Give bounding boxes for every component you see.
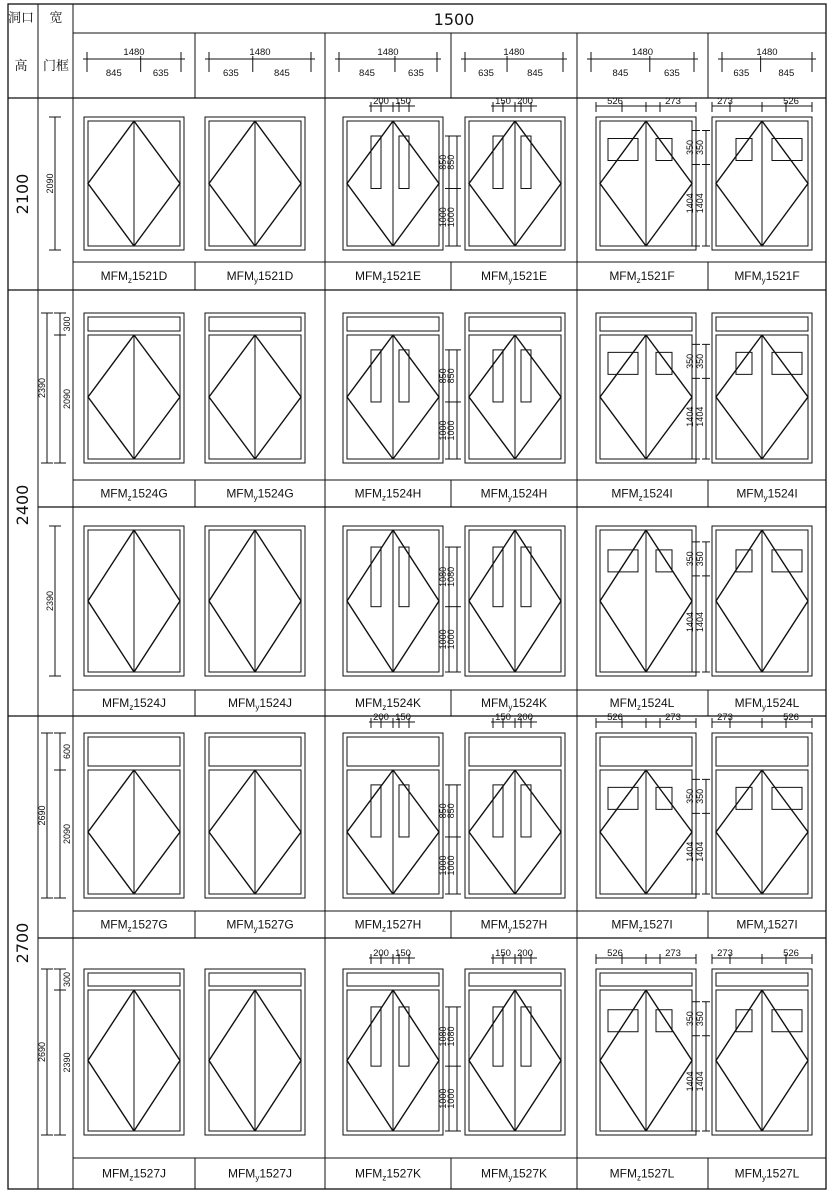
dim-right-text: 845 (778, 68, 795, 79)
door-elevation (685, 712, 812, 898)
window-width-text: 273 (665, 948, 681, 959)
window-height-text: 1404 (685, 841, 695, 862)
window-width-text: 273 (717, 712, 733, 723)
dim-left-text: 845 (612, 68, 629, 79)
transom-panel (209, 737, 301, 766)
width-dim-4 (461, 47, 567, 79)
swing-indicator (209, 990, 255, 1131)
window-width-text: 526 (607, 712, 623, 723)
window-width-text: 526 (783, 948, 799, 959)
vision-width-text: 150 (495, 96, 511, 107)
vision-window (736, 550, 752, 572)
transom-panel (347, 317, 439, 331)
window-height-text: 1404 (695, 406, 705, 427)
window-height-text: 1404 (685, 611, 695, 632)
vision-window (656, 787, 672, 809)
swing-indicator (469, 121, 515, 246)
vision-height-text: 1000 (438, 207, 448, 228)
door-model-label: $MFM_y1521E$ (480, 269, 548, 285)
height-group-label: 2400 (13, 484, 32, 526)
frame-dim-text: 300 (62, 316, 72, 332)
transom-panel (209, 317, 301, 331)
vision-window (608, 352, 638, 374)
swing-indicator (255, 770, 301, 894)
transom-panel (347, 737, 439, 766)
swing-indicator (762, 530, 808, 672)
vision-panel (521, 350, 531, 402)
header-width-label: 宽 (49, 11, 63, 26)
door-elevation (205, 313, 305, 463)
vision-width-text: 200 (373, 96, 389, 107)
vision-height-text: 1000 (438, 1088, 448, 1109)
vision-window (736, 787, 752, 809)
door-model-label: $MFM_y1527I$ (736, 917, 798, 934)
door-elevation (205, 733, 305, 898)
door-model-label: $MFM_y1527L$ (734, 1166, 800, 1183)
vision-width-text: 200 (517, 948, 533, 959)
vision-height-text: 1000 (446, 207, 456, 228)
swing-indicator (347, 335, 393, 459)
swing-indicator (88, 530, 134, 672)
door-model-label: $MFM_y1524L$ (734, 696, 800, 712)
window-height-text: 1404 (685, 406, 695, 427)
vision-window (608, 139, 638, 161)
door-elevations (84, 96, 812, 1135)
vision-height-text: 1000 (438, 855, 448, 876)
dim-total-text: 1480 (249, 47, 271, 58)
dim-total-text: 1480 (123, 47, 145, 58)
transom-panel (716, 317, 808, 331)
window-width-text: 273 (665, 96, 681, 107)
window-height-text: 350 (695, 139, 705, 156)
vision-width-text: 150 (395, 948, 411, 959)
window-height-text: 1404 (685, 1071, 695, 1092)
door-elevation (685, 526, 812, 676)
dim-left-text: 845 (359, 68, 375, 79)
vision-window (736, 352, 752, 374)
door-elevation (596, 948, 710, 1135)
transom-panel (600, 317, 692, 331)
vision-window (656, 352, 672, 374)
window-height-text: 350 (695, 551, 705, 567)
transom-panel (716, 973, 808, 986)
swing-indicator (347, 990, 393, 1131)
vision-height-text: 1080 (446, 566, 456, 587)
door-elevation (685, 948, 812, 1135)
swing-indicator (393, 990, 439, 1131)
door-model-label: $MFM_z1524K$ (354, 696, 422, 712)
header-opening-label: 洞口 (7, 11, 35, 26)
vision-height-text: 850 (438, 803, 448, 819)
door-model-label: $MFM_z1521F$ (609, 269, 675, 285)
width-dimensions (83, 47, 816, 79)
dim-right-text: 845 (527, 68, 543, 79)
window-height-text: 350 (685, 788, 695, 804)
door-model-label: $MFM_z1527K$ (354, 1166, 422, 1183)
window-height-text: 1404 (695, 193, 705, 214)
door-model-label: $MFM_y1521F$ (734, 269, 800, 285)
door-model-label: $MFM_y1527K$ (480, 1166, 548, 1183)
swing-indicator (134, 530, 180, 672)
vision-height-text: 850 (446, 803, 456, 819)
vision-window (608, 1010, 638, 1032)
height-group-label: 2700 (13, 922, 32, 964)
swing-indicator (393, 770, 439, 894)
frame-dim-text: 2390 (37, 377, 47, 399)
frame-dim-text: 2690 (37, 1041, 47, 1063)
door-model-label: $MFM_y1524J$ (227, 696, 293, 712)
dim-right-text: 845 (273, 68, 290, 79)
window-height-text: 350 (685, 353, 695, 369)
swing-indicator (393, 530, 439, 672)
door-model-label: $MFM_y1527G$ (226, 917, 294, 934)
door-model-label: $MFM_z1527G$ (100, 917, 168, 934)
dim-left-text: 635 (222, 68, 239, 79)
dim-left-text: 635 (478, 68, 494, 79)
door-model-label: $MFM_y1524I$ (736, 486, 798, 503)
vision-panel (521, 547, 531, 607)
swing-indicator (134, 335, 180, 459)
door-elevation (596, 96, 710, 250)
vision-height-text: 850 (446, 368, 456, 384)
dim-left-text: 635 (733, 68, 750, 79)
door-model-label: $MFM_z1521E$ (354, 269, 422, 285)
swing-indicator (646, 770, 692, 894)
window-height-text: 1404 (695, 1071, 705, 1092)
vision-panel (399, 136, 409, 189)
swing-indicator (88, 990, 134, 1131)
door-elevation (685, 96, 812, 250)
dim-total-text: 1480 (631, 47, 654, 58)
swing-indicator (716, 770, 762, 894)
door-model-label: $MFM_y1527H$ (480, 917, 548, 934)
swing-indicator (347, 530, 393, 672)
frame-dim-text: 2090 (45, 173, 55, 194)
vision-panel (521, 785, 531, 837)
swing-indicator (716, 990, 762, 1131)
vision-width-text: 200 (517, 712, 533, 723)
vision-window (656, 550, 672, 572)
swing-indicator (469, 335, 515, 459)
width-dim-1 (83, 47, 185, 79)
swing-indicator (134, 990, 180, 1131)
transom-panel (716, 737, 808, 766)
swing-indicator (762, 335, 808, 459)
vision-height-text: 1080 (438, 566, 448, 587)
height-group-label: 2100 (13, 173, 32, 215)
vision-height-text: 1000 (446, 629, 456, 650)
transom-panel (88, 737, 180, 766)
vision-panel (399, 785, 409, 837)
swing-indicator (762, 990, 808, 1131)
swing-indicator (600, 335, 646, 459)
swing-indicator (600, 530, 646, 672)
door-model-label: $MFM_z1524G$ (100, 486, 168, 503)
vision-panel (521, 136, 531, 189)
door-elevation (205, 526, 305, 676)
vision-height-text: 850 (438, 368, 448, 384)
swing-indicator (716, 530, 762, 672)
door-elevation (84, 117, 184, 250)
door-elevation (84, 969, 184, 1135)
vision-height-text: 1080 (446, 1026, 456, 1047)
swing-indicator (515, 530, 561, 672)
vision-panel (399, 1007, 409, 1066)
window-height-text: 350 (695, 353, 705, 369)
dim-right-text: 635 (663, 68, 680, 79)
frame-dim-text: 300 (62, 971, 72, 988)
vision-window (608, 787, 638, 809)
vision-window (656, 1010, 672, 1032)
door-model-label: $MFM_z1524J$ (101, 696, 167, 712)
vision-height-text: 1000 (438, 420, 448, 441)
vision-width-text: 150 (395, 712, 411, 723)
transom-panel (469, 973, 561, 986)
door-model-label: $MFM_z1524H$ (354, 486, 422, 503)
swing-indicator (469, 770, 515, 894)
door-elevation (596, 712, 710, 898)
window-width-text: 273 (665, 712, 681, 723)
window-width-text: 526 (607, 96, 623, 107)
door-elevation (84, 526, 184, 676)
frame-dim-text: 600 (62, 743, 72, 760)
vision-height-text: 850 (446, 154, 456, 170)
frame-dim-row-4 (37, 733, 72, 898)
door-model-label: $MFM_z1521D$ (100, 269, 168, 285)
swing-indicator (88, 770, 134, 894)
swing-indicator (515, 335, 561, 459)
door-model-label: $MFM_y1521D$ (226, 269, 294, 285)
vision-window (608, 550, 638, 572)
width-dim-5 (587, 47, 698, 79)
vision-width-text: 200 (373, 948, 389, 959)
vision-width-text: 200 (373, 712, 389, 723)
frame-dim-text: 2390 (62, 1052, 72, 1073)
swing-indicator (646, 121, 692, 246)
window-width-text: 526 (783, 712, 799, 723)
dim-total-text: 1480 (503, 47, 525, 58)
window-height-text: 350 (685, 1011, 695, 1027)
door-model-label: $MFM_y1524K$ (480, 696, 548, 712)
window-height-text: 350 (685, 139, 695, 156)
swing-indicator (255, 990, 301, 1131)
frame-dim-text: 2690 (37, 805, 47, 826)
door-model-label: $MFM_z1524I$ (611, 486, 673, 503)
door-elevation (205, 969, 305, 1135)
swing-indicator (393, 121, 439, 246)
height-groups (13, 117, 72, 1135)
swing-indicator (255, 335, 301, 459)
header-frame-label: 门框 (42, 59, 70, 74)
door-elevation (343, 526, 461, 676)
swing-indicator (255, 121, 301, 246)
dim-right-text: 635 (152, 68, 169, 79)
door-elevation (205, 117, 305, 250)
frame-dim-row-5 (37, 969, 72, 1135)
swing-indicator (600, 770, 646, 894)
door-model-label: $MFM_y1524G$ (226, 486, 294, 503)
transom-panel (469, 737, 561, 766)
frame-dim-row-3 (45, 526, 61, 676)
vision-height-text: 1000 (446, 420, 456, 441)
header-height-label: 高 (14, 59, 28, 74)
table-header (8, 10, 474, 74)
swing-indicator (393, 335, 439, 459)
vision-panel (399, 547, 409, 607)
swing-indicator (716, 335, 762, 459)
frame-dim-row-1 (45, 117, 61, 250)
window-height-text: 1404 (685, 193, 695, 214)
dim-total-text: 1480 (377, 47, 399, 58)
dim-left-text: 845 (105, 68, 122, 79)
door-model-label: $MFM_y1527J$ (227, 1166, 293, 1183)
vision-height-text: 1000 (446, 1088, 456, 1109)
window-height-text: 350 (685, 551, 695, 567)
swing-indicator (347, 121, 393, 246)
transom-panel (88, 973, 180, 986)
transom-panel (347, 973, 439, 986)
swing-indicator (469, 990, 515, 1131)
swing-indicator (134, 121, 180, 246)
frame-dim-text: 2390 (45, 590, 55, 612)
swing-indicator (716, 121, 762, 246)
transom-panel (469, 317, 561, 331)
door-elevation (685, 313, 812, 463)
dim-right-text: 635 (408, 68, 424, 79)
door-elevation (596, 526, 710, 676)
swing-indicator (762, 770, 808, 894)
door-model-label: $MFM_z1527J$ (101, 1166, 167, 1183)
vision-height-text: 1000 (438, 629, 448, 650)
vision-width-text: 200 (517, 96, 533, 107)
swing-indicator (255, 530, 301, 672)
transom-panel (209, 973, 301, 986)
swing-indicator (209, 335, 255, 459)
door-elevation (84, 313, 184, 463)
header-width-value: 1500 (433, 10, 475, 29)
vision-window (736, 139, 752, 161)
vision-window (736, 1010, 752, 1032)
door-elevation (596, 313, 710, 463)
transom-panel (600, 973, 692, 986)
swing-indicator (515, 770, 561, 894)
swing-indicator (646, 990, 692, 1131)
swing-indicator (515, 121, 561, 246)
window-height-text: 1404 (695, 841, 705, 862)
transom-panel (88, 317, 180, 331)
swing-indicator (209, 770, 255, 894)
transom-panel (600, 737, 692, 766)
window-height-text: 1404 (695, 611, 705, 632)
vision-width-text: 150 (395, 96, 411, 107)
window-height-text: 350 (695, 1011, 705, 1027)
frame-dim-text: 2090 (62, 388, 72, 410)
swing-indicator (600, 121, 646, 246)
frame-dim-row-2 (37, 313, 72, 463)
window-width-text: 273 (717, 96, 733, 107)
window-height-text: 350 (695, 788, 705, 804)
door-model-label: $MFM_z1527I$ (611, 917, 673, 934)
swing-indicator (209, 530, 255, 672)
vision-panel (399, 350, 409, 402)
vision-height-text: 1000 (446, 855, 456, 876)
door-elevation (84, 733, 184, 898)
vision-height-text: 1080 (438, 1026, 448, 1047)
swing-indicator (209, 121, 255, 246)
swing-indicator (347, 770, 393, 894)
swing-indicator (600, 990, 646, 1131)
vision-window (656, 139, 672, 161)
swing-indicator (134, 770, 180, 894)
swing-indicator (762, 121, 808, 246)
width-dim-2 (205, 47, 315, 79)
door-model-label: $MFM_z1527L$ (609, 1166, 675, 1183)
window-width-text: 526 (607, 948, 623, 959)
vision-width-text: 150 (495, 712, 511, 723)
vision-height-text: 850 (438, 154, 448, 170)
swing-indicator (88, 121, 134, 246)
door-model-label: $MFM_z1524L$ (609, 696, 675, 712)
door-model-label: $MFM_y1524H$ (480, 486, 548, 503)
swing-indicator (646, 530, 692, 672)
window-width-text: 273 (717, 948, 733, 959)
frame-dim-text: 2090 (62, 823, 72, 845)
window-width-text: 526 (783, 96, 799, 107)
vision-width-text: 150 (495, 948, 511, 959)
dim-total-text: 1480 (756, 47, 778, 58)
door-model-label: $MFM_z1527H$ (354, 917, 422, 934)
width-dim-3 (335, 47, 441, 79)
swing-indicator (469, 530, 515, 672)
swing-indicator (88, 335, 134, 459)
width-dim-6 (718, 47, 816, 79)
vision-panel (521, 1007, 531, 1066)
swing-indicator (646, 335, 692, 459)
swing-indicator (515, 990, 561, 1131)
